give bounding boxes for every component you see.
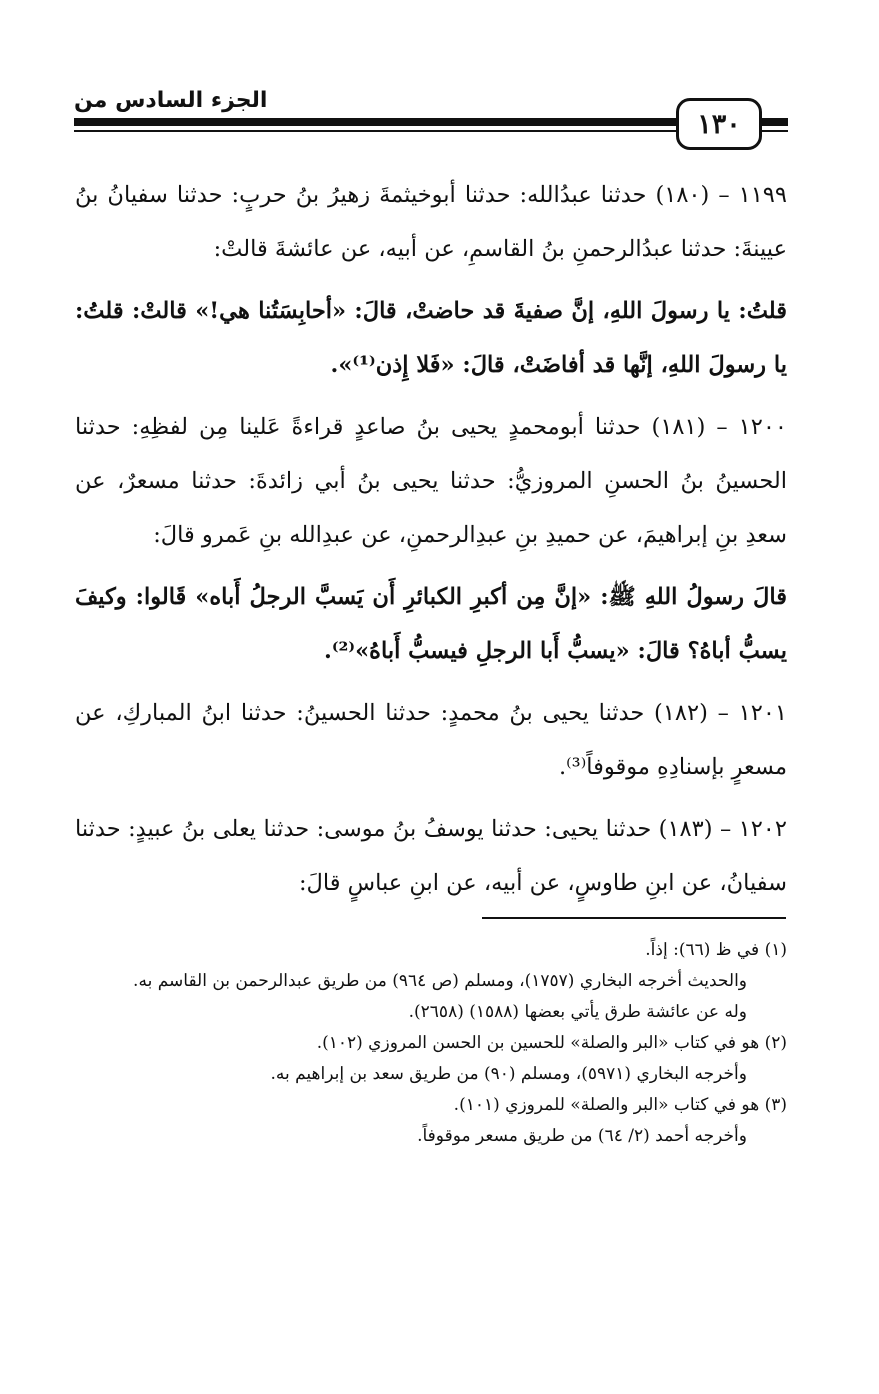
footnote-separator [482,917,786,919]
footnotes [75,935,787,1152]
paragraph-quote-1: قلتُ: يا رسولَ اللهِ، إنَّ صفيةَ قد حاضتْ، قالَ: «أحابِسَتُنا هي!» قالتْ: قلتُ: يا رسولَ اللهِ، إنَّها قد أفاضَتْ، قالَ: «فَلا إِذن⁽¹⁾». [75,298,787,378]
footnote-line: وأخرجه أحمد (٢/ ٦٤) من طريق مسعر موقوفاً. [417,1126,747,1146]
footnote-line: وله عن عائشة طرق يأتي بعضها (١٥٨٨) (٢٦٥٨). [408,1002,747,1022]
paragraph-quote-2: قالَ رسولُ اللهِ ﷺ: «إنَّ مِن أكبرِ الكبائرِ أَن يَسبَّ الرجلُ أَباه» قَالوا: وكيفَ يسبُّ أباهُ؟ قالَ: «يسبُّ أَبا الرجلِ فيسبُّ أَباهُ»⁽²⁾. [75,584,787,664]
paragraph-hadith-1200: ١٢٠٠ – (١٨١) حدثنا أبومحمدٍ يحيى بنُ صاعدٍ قراءةً عَلينا مِن لفظِهِ: حدثنا الحسينُ بنُ الحسنِ المروزيُّ: حدثنا يحيى بنُ أبي زائدةَ: حدثنا مسعرٌ، عن سعدِ بنِ إبراهيمَ، عن حميدِ بنِ عبدِالرحمنِ، عن عبدِالله بنِ عَمرو قالَ: [75,414,787,548]
main-text [75,168,787,918]
paragraph-hadith-1202: ١٢٠٢ – (١٨٣) حدثنا يحيى: حدثنا يوسفُ بنُ موسى: حدثنا يعلى بنُ عبيدٍ: حدثنا سفيانُ، عن ابنِ طاوسٍ، عن أبيه، عن ابنِ عباسٍ قالَ: [75,816,787,896]
running-header-title: الجزء السادس من [74,88,268,113]
footnote-line: (١) في ظ (٦٦): إذاً. [645,940,787,960]
page-number: ١٣٠ [676,98,762,150]
footnote-line: (٢) هو في كتاب «البر والصلة» للحسين بن الحسن المروزي (١٠٢). [316,1033,787,1053]
paragraph-hadith-1201: ١٢٠١ – (١٨٢) حدثنا يحيى بنُ محمدٍ: حدثنا الحسينُ: حدثنا ابنُ المباركِ، عن مسعرٍ بإسنادِهِ موقوفاً⁽³⁾. [75,700,787,780]
footnote-line: وأخرجه البخاري (٥٩٧١)، ومسلم (٩٠) من طريق سعد بن إبراهيم به. [270,1064,747,1084]
footnote-line: والحديث أخرجه البخاري (١٧٥٧)، ومسلم (ص ٩٦٤) من طريق عبدالرحمن بن القاسم به. [133,971,747,991]
page-header [74,88,788,168]
footnote-line: (٣) هو في كتاب «البر والصلة» للمروزي (١٠١). [453,1095,787,1115]
paragraph-hadith-1199: ١١٩٩ – (١٨٠) حدثنا عبدُالله: حدثنا أبوخيثمةَ زهيرُ بنُ حربٍ: حدثنا سفيانُ بنُ عيينةَ: حدثنا عبدُالرحمنِ بنُ القاسمِ، عن أبيه، عن عائشةَ قالتْ: [75,182,787,262]
